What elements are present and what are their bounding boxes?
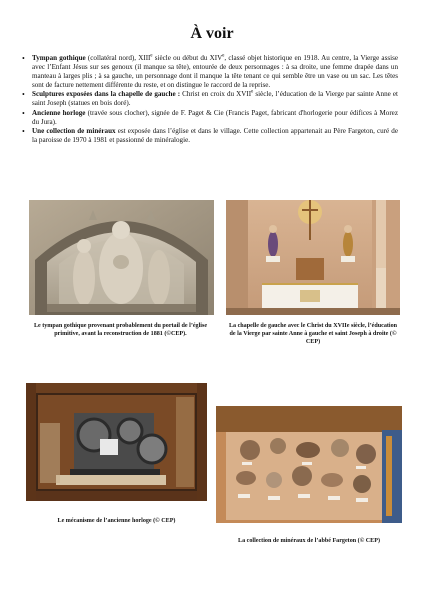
- superscript: e: [150, 53, 153, 59]
- superscript: e: [222, 53, 225, 59]
- item-text: siècle ou début du XIV: [152, 54, 223, 62]
- tympan-caption: Le tympan gothique provenant probablement du portail de l’église primitive, avant la reconstruction de 1881 (©CEP).: [33, 323, 208, 337]
- bullet-icon: •: [22, 54, 25, 63]
- item-text: (travée sous clocher), signée de F. Paget & Cie (Francis Paget, fabricant d'horlogerie pour édifices à Morez du Jura).: [32, 108, 398, 126]
- tympan-photo: [29, 200, 214, 315]
- bullet-icon: •: [22, 126, 25, 136]
- minerals-photo: [216, 406, 402, 523]
- chapel-photo: [226, 200, 400, 315]
- list-item: [20, 127, 398, 145]
- list-item: [20, 109, 398, 127]
- superscript: e: [251, 90, 254, 96]
- bullet-icon: •: [22, 90, 25, 100]
- clock-caption: Le mécanisme de l’ancienne horloge (© CEP): [57, 518, 176, 524]
- item-heading: Une collection de minéraux: [32, 126, 116, 135]
- item-text: siècle, l’éducation de la Vierge par sainte Anne et saint Joseph (statues en bois doré).: [32, 90, 399, 108]
- minerals-caption: La collection de minéraux de l’abbé Fargeton (© CEP): [238, 538, 380, 544]
- clock-photo: [26, 383, 207, 501]
- chapel-caption: La chapelle de gauche avec le Christ du XVIIe siècle, l’éducation de la Vierge par sainte Anne à gauche et saint Joseph à droite (© CEP): [228, 323, 398, 345]
- item-heading: Tympan gothique: [32, 54, 86, 62]
- item-heading: Sculptures exposées dans la chapelle de gauche :: [32, 90, 181, 99]
- item-text: (collatéral nord), XIII: [85, 54, 151, 62]
- list-item: [20, 54, 398, 90]
- bullet-list: [20, 54, 398, 145]
- item-heading: Ancienne horloge: [32, 108, 86, 117]
- item-text: Christ en croix du XVII: [180, 90, 252, 99]
- item-text: , classé objet historique en 1918. Au centre, la Vierge assise avec l’Enfant Jésus sur ses genoux (il manque sa tête), entourée de deux personnages : à sa droite, une femme drapée dans un manteau à larges plis ; à sa gauche, un personnage dont il manque la tête tenant ce qui semble être un vase ou un sac. Les têtes sont de facture nettement différente du reste, et on distingue le raccord de la reprise.: [32, 54, 398, 90]
- list-item: [20, 90, 398, 108]
- item-text: est exposée dans l’église et dans le village. Cette collection appartenait au Père Fargeton, curé de la paroisse de 1970 à 1981 et passionné de minéralogie.: [32, 126, 398, 144]
- page-title: À voir: [190, 25, 234, 42]
- bullet-icon: •: [22, 108, 25, 118]
